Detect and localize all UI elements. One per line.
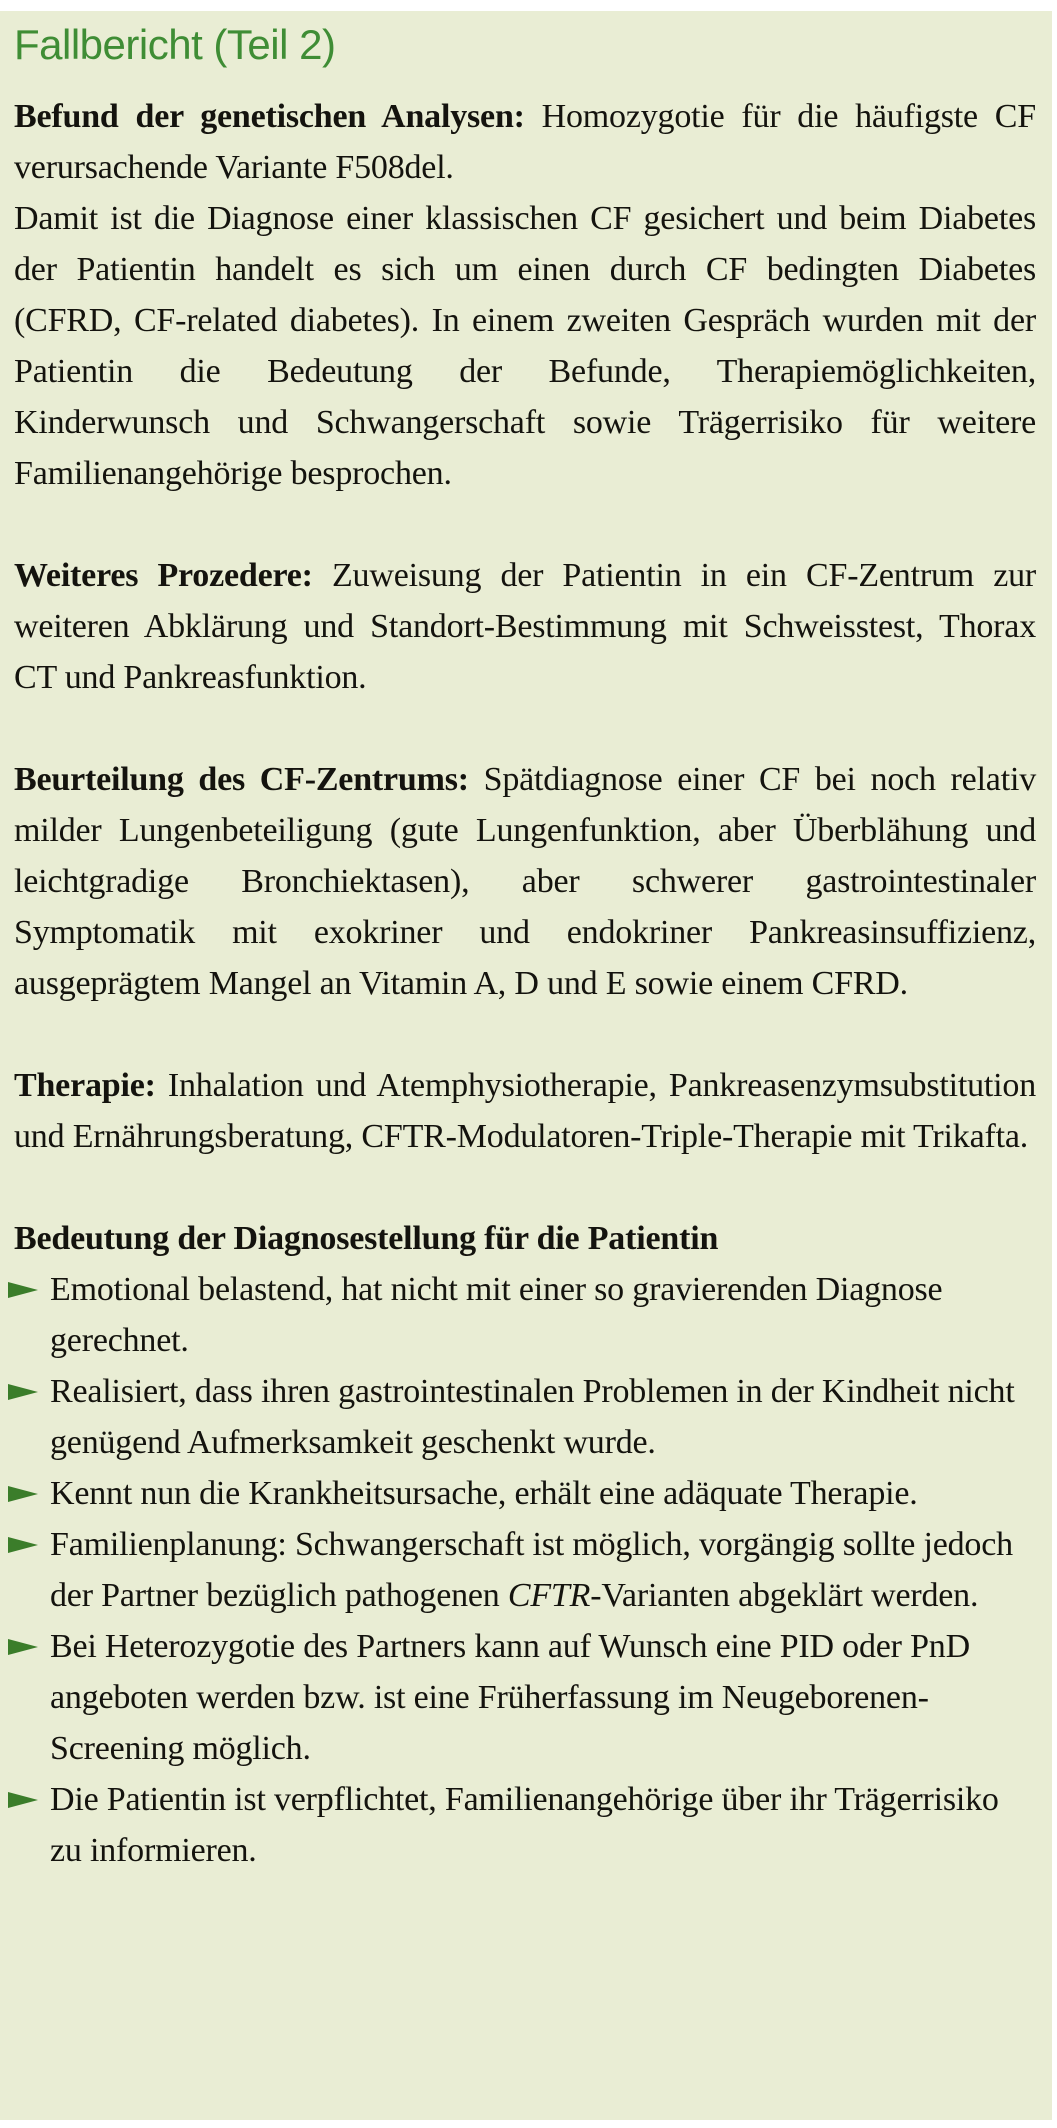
paragraph-text: Zuweisung der Patientin in ein CF-Zentrum zur weiteren Abklärung und Standort-Bestimmung mit Schweisstest, Thorax CT und Pankreasfunktion. (14, 557, 1037, 696)
paragraph-lead: Beurteilung des CF-Zentrums: (14, 761, 469, 798)
arrow-bullet-icon (8, 1282, 38, 1298)
paragraph-text: Homozygotie für die häufigste CF verursachende Variante F508del. (14, 98, 1036, 186)
list-item (14, 1774, 1036, 1876)
paragraph (14, 550, 1036, 703)
paragraph-lead: Therapie: (14, 1067, 156, 1104)
bullet-text-segment: -Varianten abgeklärt werden. (590, 1577, 979, 1614)
bullet-text (50, 1526, 1013, 1614)
arrow-bullet-icon (8, 1639, 38, 1655)
bullet-text (50, 1475, 918, 1512)
paragraph (14, 91, 1036, 193)
bullet-text-segment: Realisiert, dass ihren gastrointestinalen Problemen in der Kindheit nicht genügend Aufmerksamkeit geschenkt wurde. (50, 1373, 1015, 1461)
bullet-text (50, 1628, 970, 1767)
list-item (14, 1264, 1036, 1366)
bullet-text (50, 1781, 999, 1869)
arrow-bullet-icon (8, 1537, 38, 1553)
list-item (14, 1468, 1036, 1519)
arrow-bullet-icon (8, 1486, 38, 1502)
bullet-text-segment: Bei Heterozygotie des Partners kann auf Wunsch eine PID oder PnD angeboten werden bzw. ist eine Früherfassung im Neugeborenen-Screening möglich. (50, 1628, 970, 1767)
arrow-bullet-icon (8, 1792, 38, 1808)
content-blocks (14, 91, 1036, 1876)
arrow-bullet-icon (8, 1384, 38, 1400)
paragraph-text: Inhalation und Atemphysiotherapie, Pankreasenzymsubstitution und Ernährungsberatung, CFTR-Modulatoren-Triple-Therapie mit Trikafta. (14, 1067, 1036, 1155)
bullet-text-segment: Die Patientin ist verpflichtet, Familienangehörige über ihr Trägerrisiko zu informieren. (50, 1781, 999, 1869)
list-item (14, 1519, 1036, 1621)
bullet-text (50, 1271, 942, 1359)
bullet-text-segment: Familienplanung: Schwangerschaft ist möglich, vorgängig sollte jedoch der Partner bezüglich pathogenen (50, 1526, 1013, 1614)
paragraph (14, 1060, 1036, 1162)
paragraph (14, 754, 1036, 1009)
bullet-text (50, 1373, 1015, 1461)
paragraph-text: Spätdiagnose einer CF bei noch relativ milder Lungenbeteiligung (gute Lungenfunktion, aber Überblähung und leichtgradige Bronchiektasen), aber schwerer gastrointestinaler Symptomatik mit exokriner und endokriner Pankreasinsuffizienz, ausgeprägtem Mangel an Vitamin A, D und E sowie einem CFRD. (14, 761, 1036, 1002)
bullet-list (14, 1264, 1036, 1876)
bullet-text-segment: Kennt nun die Krankheitsursache, erhält eine adäquate Therapie. (50, 1475, 918, 1512)
list-item (14, 1621, 1036, 1774)
panel-title: Fallbericht (Teil 2) (14, 21, 336, 68)
list-item (14, 1366, 1036, 1468)
bullet-text-segment: Emotional belastend, hat nicht mit einer so gravierenden Diagnose gerechnet. (50, 1271, 943, 1359)
paragraph (14, 193, 1036, 499)
paragraph-lead: Weiteres Prozedere: (14, 557, 313, 594)
gene-name-italic: CFTR (507, 1577, 591, 1614)
paragraph-lead: Befund der genetischen Analysen: (14, 98, 525, 135)
section-heading: Bedeutung der Diagnosestellung für die Patientin (14, 1220, 719, 1257)
fallbericht-panel (0, 11, 1052, 2120)
paragraph-text: Damit ist die Diagnose einer klassischen CF gesichert und beim Diabetes der Patientin handelt es sich um einen durch CF bedingten Diabetes (CFRD, CF-related diabetes). In einem zweiten Gespräch wurden mit der Patientin die Bedeutung der Befunde, Therapiemöglichkeiten, Kinderwunsch und Schwangerschaft sowie Trägerrisiko für weitere Familienangehörige besprochen. (14, 200, 1036, 492)
